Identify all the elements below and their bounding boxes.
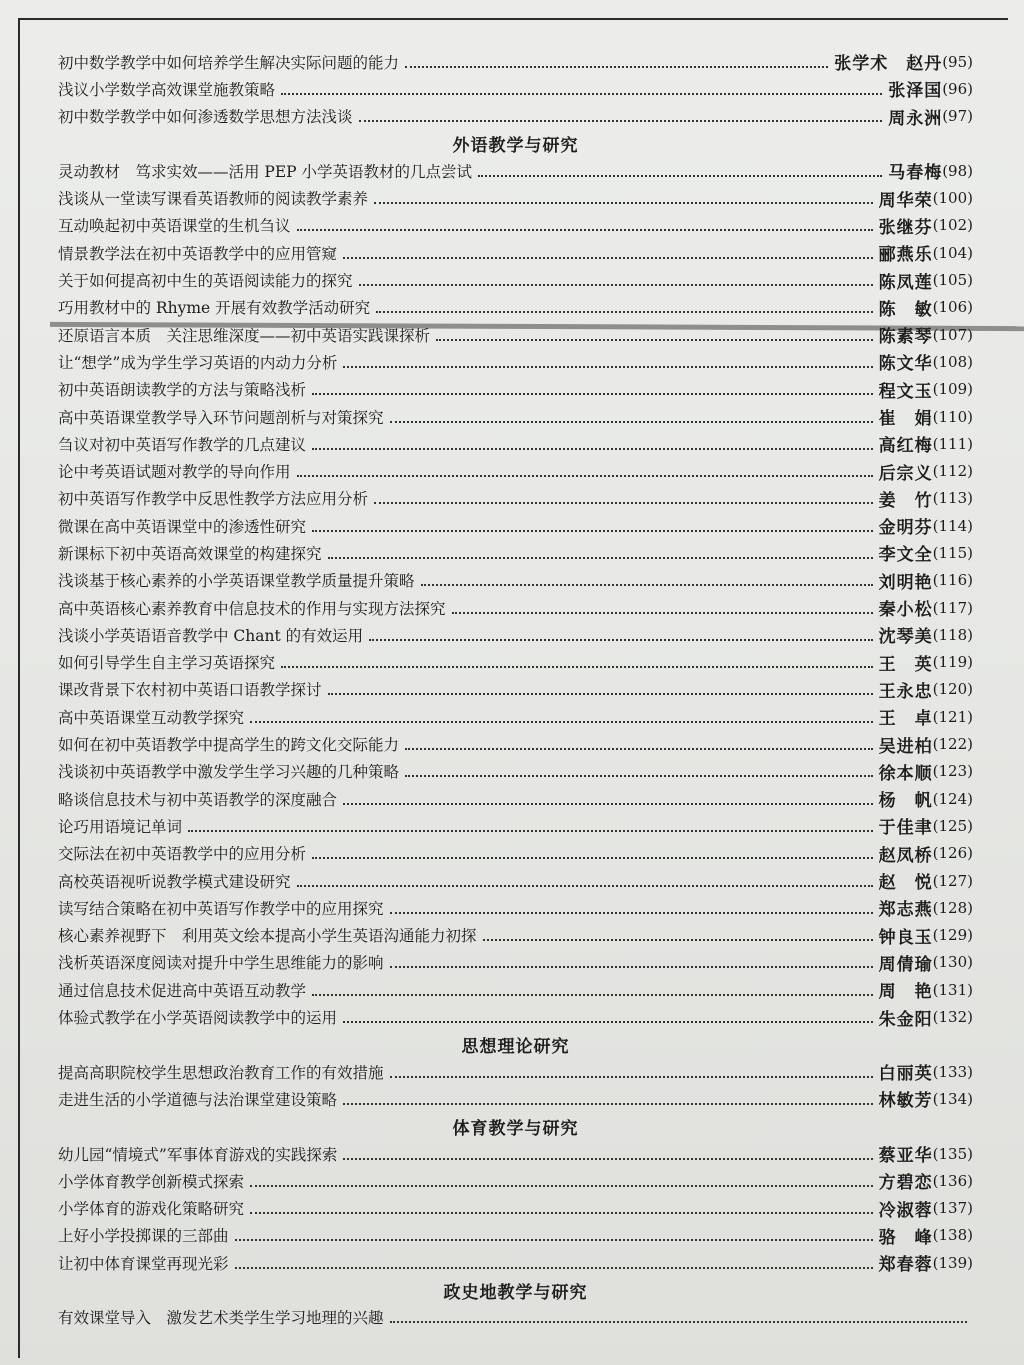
entry-page-number: (130) — [932, 953, 973, 972]
dot-leader — [421, 584, 873, 586]
dot-leader — [436, 339, 873, 341]
entry-page-number: (109) — [932, 380, 973, 399]
entry-page-number: (116) — [932, 571, 973, 590]
dot-leader — [374, 502, 873, 504]
entry-title: 读写结合策略在初中英语写作教学中的应用探究 — [58, 899, 384, 918]
toc-entry — [58, 785, 973, 812]
entry-title: 浅谈基于核心素养的小学英语课堂教学质量提升策略 — [58, 572, 415, 591]
toc-entry — [58, 212, 973, 239]
entry-author: 张学术 赵丹 — [834, 54, 943, 75]
entry-page-number: (102) — [932, 216, 973, 235]
entry-author: 陈文华 — [878, 354, 933, 375]
toc-entry — [58, 976, 973, 1003]
entry-page-number: (133) — [932, 1062, 973, 1081]
entry-page-number: (112) — [932, 462, 973, 481]
entry-title: 如何引导学生自主学习英语探究 — [58, 654, 276, 673]
dot-leader — [328, 557, 873, 559]
entry-title: 略谈信息技术与初中英语教学的深度融合 — [58, 790, 338, 809]
dot-leader — [405, 748, 873, 750]
toc-entry — [58, 1222, 973, 1249]
toc-entry — [58, 812, 973, 839]
dot-leader — [405, 775, 873, 777]
entry-title: 初中英语写作教学中反思性教学方法应用分析 — [58, 490, 369, 509]
entry-author: 刘明艳 — [878, 572, 933, 593]
entry-title: 初中英语朗读教学的方法与策略浅析 — [58, 381, 307, 400]
entry-page-number: (111) — [932, 434, 973, 453]
dot-leader — [312, 393, 873, 395]
dot-leader — [343, 1158, 872, 1160]
entry-author: 周倩瑜 — [878, 954, 933, 975]
entry-page-number: (121) — [932, 707, 973, 726]
entry-author: 徐本顺 — [878, 763, 933, 784]
entry-author: 周永洲 — [888, 108, 943, 129]
entry-title: 通过信息技术促进高中英语互动教学 — [58, 981, 307, 1000]
entry-author: 陈 敏 — [878, 299, 933, 320]
toc-entry — [58, 430, 973, 457]
entry-page-number: (113) — [932, 489, 973, 508]
entry-author: 杨 帆 — [878, 791, 933, 812]
entry-author: 于佳聿 — [878, 818, 933, 839]
entry-page-number: (105) — [932, 271, 973, 290]
toc-entry — [58, 266, 973, 293]
dot-leader — [250, 1185, 873, 1187]
table-of-contents — [58, 48, 973, 1331]
toc-entry — [58, 321, 973, 348]
dot-leader — [374, 202, 873, 204]
entry-title: 幼儿园“情境式”军事体育游戏的实践探索 — [58, 1145, 338, 1164]
entry-author: 周华荣 — [878, 190, 933, 211]
dot-leader — [297, 885, 873, 887]
entry-author: 王永忠 — [878, 681, 933, 702]
toc-entry — [58, 103, 973, 130]
entry-author: 白丽英 — [878, 1064, 933, 1085]
entry-page-number: (124) — [932, 789, 973, 808]
entry-author: 后宗义 — [878, 463, 933, 484]
entry-page-number: (117) — [932, 598, 973, 617]
toc-entry — [58, 348, 973, 375]
entry-author: 秦小松 — [878, 600, 933, 621]
entry-page-number: (137) — [932, 1199, 973, 1218]
entry-author: 郑志燕 — [878, 900, 933, 921]
toc-entry — [58, 703, 973, 730]
entry-author: 冷淑蓉 — [878, 1200, 933, 1221]
entry-title: 互动唤起初中英语课堂的生机刍议 — [58, 217, 291, 236]
entry-author: 陈凤莲 — [878, 272, 933, 293]
entry-page-number: (131) — [932, 980, 973, 999]
entry-title: 小学体育的游戏化策略研究 — [58, 1200, 245, 1219]
dot-leader — [343, 1103, 873, 1105]
toc-entry — [58, 1249, 973, 1276]
toc-entry — [58, 867, 973, 894]
entry-title: 走进生活的小学道德与法治课堂建设策略 — [58, 1090, 338, 1109]
dot-leader — [281, 93, 882, 95]
entry-title: 关于如何提高初中生的英语阅读能力的探究 — [58, 272, 353, 291]
toc-entry — [58, 649, 973, 676]
entry-author: 林敏芳 — [878, 1091, 933, 1112]
entry-title: 让“想学”成为学生学习英语的内动力分析 — [58, 353, 338, 372]
dot-leader — [328, 693, 873, 695]
entry-author: 赵 悦 — [878, 873, 933, 894]
toc-entry — [58, 294, 973, 321]
dot-leader — [390, 966, 873, 968]
toc-entry — [58, 157, 973, 184]
entry-author: 王 英 — [878, 654, 933, 675]
entry-title: 情景教学法在初中英语教学中的应用管窥 — [58, 244, 338, 263]
entry-author: 高红梅 — [878, 436, 933, 457]
toc-entry — [58, 403, 973, 430]
section-heading: 外语教学与研究 — [452, 136, 579, 157]
entry-author: 姜 竹 — [878, 490, 933, 511]
toc-entry — [58, 1194, 973, 1221]
entry-author: 崔 娟 — [878, 409, 933, 429]
entry-author: 骆 峰 — [878, 1227, 933, 1248]
toc-entry — [58, 48, 973, 75]
toc-entry — [58, 594, 973, 621]
entry-title: 高中英语核心素养教育中信息技术的作用与实现方法探究 — [58, 599, 446, 618]
entry-title: 新课标下初中英语高效课堂的构建探究 — [58, 544, 322, 563]
toc-entry — [58, 376, 973, 403]
entry-page-number: (118) — [932, 625, 973, 644]
entry-author: 张继芬 — [878, 217, 933, 238]
dot-leader — [297, 475, 873, 477]
entry-author: 马春梅 — [888, 163, 943, 184]
entry-author: 金明芬 — [878, 518, 933, 539]
dot-leader — [452, 612, 873, 614]
toc-entry — [58, 949, 973, 976]
entry-page-number: (110) — [932, 407, 973, 426]
toc-entry — [58, 1058, 973, 1085]
dot-leader — [250, 1212, 873, 1214]
section-heading: 政史地教学与研究 — [443, 1282, 588, 1303]
entry-title: 初中数学教学中如何渗透数学思想方法浅谈 — [58, 108, 353, 127]
entry-title: 浅谈小学英语语音教学中 Chant 的有效运用 — [58, 626, 364, 645]
page-border-top — [18, 18, 1008, 20]
toc-entry — [58, 840, 973, 867]
dot-leader — [483, 939, 873, 941]
dot-leader — [478, 175, 882, 177]
entry-author: 周 艳 — [878, 982, 933, 1003]
dot-leader — [312, 448, 873, 450]
entry-page-number: (96) — [942, 79, 973, 98]
dot-leader — [390, 1321, 967, 1323]
entry-page-number: (106) — [932, 298, 973, 317]
entry-page-number: (95) — [942, 52, 973, 71]
entry-title: 微课在高中英语课堂中的渗透性研究 — [58, 517, 307, 536]
entry-author: 吴进柏 — [878, 736, 933, 757]
entry-page-number: (128) — [932, 898, 973, 917]
toc-entry — [58, 239, 973, 266]
dot-leader — [235, 1239, 873, 1241]
entry-page-number: (119) — [932, 653, 973, 672]
entry-page-number: (115) — [932, 543, 973, 562]
entry-page-number: (125) — [932, 816, 973, 835]
toc-entry — [58, 621, 973, 648]
entry-author: 程文玉 — [878, 381, 933, 402]
dot-leader — [281, 666, 873, 668]
entry-author: 郦燕乐 — [878, 245, 933, 266]
entry-page-number: (108) — [932, 352, 973, 371]
entry-page-number: (104) — [932, 243, 973, 262]
entry-author: 方碧恋 — [878, 1173, 933, 1194]
entry-title: 灵动教材 笃求实效——活用 PEP 小学英语教材的几点尝试 — [58, 162, 473, 181]
entry-page-number: (126) — [932, 844, 973, 863]
toc-entry — [58, 1140, 973, 1167]
entry-page-number: (120) — [932, 680, 973, 699]
entry-title: 高中英语课堂教学导入环节问题剖析与对策探究 — [58, 408, 384, 427]
entry-page-number: (135) — [932, 1144, 973, 1163]
entry-title: 有效课堂导入 激发艺术类学生学习地理的兴趣 — [58, 1309, 384, 1328]
entry-page-number: (139) — [932, 1253, 973, 1272]
entry-author: 张泽国 — [888, 81, 943, 102]
dot-leader — [312, 857, 873, 859]
dot-leader — [343, 366, 872, 368]
toc-entry — [58, 1304, 973, 1331]
entry-page-number: (100) — [932, 189, 973, 208]
dot-leader — [390, 421, 873, 423]
entry-page-number: (122) — [932, 735, 973, 754]
entry-title: 核心素养视野下 利用英文绘本提高小学生英语沟通能力初探 — [58, 927, 477, 946]
entry-page-number: (132) — [932, 1008, 973, 1027]
dot-leader — [359, 284, 873, 286]
dot-leader — [188, 830, 873, 832]
entry-title: 交际法在初中英语教学中的应用分析 — [58, 845, 307, 864]
entry-title: 小学体育教学创新模式探索 — [58, 1172, 245, 1191]
entry-author: 蔡亚华 — [878, 1146, 933, 1167]
entry-title: 浅析英语深度阅读对提升中学生思维能力的影响 — [58, 954, 384, 973]
toc-entry — [58, 512, 973, 539]
toc-entry — [58, 894, 973, 921]
dot-leader — [390, 1076, 873, 1078]
dot-leader — [376, 311, 873, 313]
entry-page-number: (138) — [932, 1226, 973, 1245]
entry-title: 还原语言本质 关注思维深度——初中英语实践课探析 — [58, 326, 431, 345]
entry-title: 巧用教材中的 Rhyme 开展有效教学活动研究 — [58, 299, 371, 318]
entry-title: 刍议对初中英语写作教学的几点建议 — [58, 435, 307, 454]
entry-page-number: (114) — [932, 516, 973, 535]
dot-leader — [297, 229, 873, 231]
dot-leader — [312, 994, 873, 996]
toc-entry — [58, 485, 973, 512]
toc-entry — [58, 922, 973, 949]
toc-entry — [58, 1003, 973, 1030]
entry-page-number: (129) — [932, 926, 973, 945]
entry-author: 王 卓 — [878, 709, 933, 730]
toc-entry — [58, 567, 973, 594]
section-heading: 思想理论研究 — [461, 1036, 570, 1057]
entry-page-number: (136) — [932, 1171, 973, 1190]
entry-author: 钟良玉 — [878, 927, 933, 948]
dot-leader — [343, 803, 873, 805]
entry-page-number: (123) — [932, 762, 973, 781]
dot-leader — [312, 530, 873, 532]
dot-leader — [390, 912, 873, 914]
entry-title: 高校英语视听说教学模式建设研究 — [58, 872, 291, 891]
entry-author: 陈素琴 — [878, 327, 933, 348]
toc-entry — [58, 1085, 973, 1112]
entry-author: 朱金阳 — [878, 1009, 933, 1030]
entry-title: 论巧用语境记单词 — [58, 817, 183, 836]
entry-author: 赵凤桥 — [878, 845, 933, 866]
dot-leader — [359, 120, 883, 122]
entry-title: 提高高职院校学生思想政治教育工作的有效措施 — [58, 1063, 384, 1082]
entry-author: 李文全 — [878, 545, 933, 566]
entry-page-number: (107) — [932, 325, 973, 344]
entry-page-number: (97) — [942, 107, 973, 126]
entry-page-number: (127) — [932, 871, 973, 890]
page-border-left — [18, 18, 20, 1358]
dot-leader — [250, 721, 873, 723]
entry-title: 初中数学教学中如何培养学生解决实际问题的能力 — [58, 53, 400, 72]
toc-entry — [58, 730, 973, 757]
toc-entry — [58, 539, 973, 566]
toc-entry — [58, 457, 973, 484]
entry-title: 高中英语课堂互动教学探究 — [58, 708, 245, 727]
toc-entry — [58, 758, 973, 785]
entry-title: 体验式教学在小学英语阅读教学中的运用 — [58, 1009, 338, 1028]
entry-title: 论中考英语试题对教学的导向作用 — [58, 463, 291, 482]
entry-title: 如何在初中英语教学中提高学生的跨文化交际能力 — [58, 736, 400, 755]
entry-title: 浅谈从一堂读写课看英语教师的阅读教学素养 — [58, 190, 369, 209]
dot-leader — [343, 257, 873, 259]
dot-leader — [405, 66, 828, 68]
toc-entry — [58, 75, 973, 102]
entry-title: 课改背景下农村初中英语口语教学探讨 — [58, 681, 322, 700]
entry-title: 浅谈初中英语教学中激发学生学习兴趣的几种策略 — [58, 763, 400, 782]
dot-leader — [235, 1267, 873, 1269]
dot-leader — [369, 639, 873, 641]
entry-title: 浅议小学数学高效课堂施教策略 — [58, 80, 276, 99]
toc-entry — [58, 1167, 973, 1194]
section-heading: 体育教学与研究 — [452, 1118, 579, 1139]
entry-page-number: (98) — [942, 161, 973, 180]
entry-author: 沈琴美 — [878, 627, 933, 648]
dot-leader — [343, 1021, 873, 1023]
entry-title: 上好小学投掷课的三部曲 — [58, 1227, 229, 1246]
toc-entry — [58, 184, 973, 211]
entry-author: 郑春蓉 — [878, 1255, 933, 1276]
entry-title: 让初中体育课堂再现光彩 — [58, 1254, 229, 1273]
entry-page-number: (134) — [932, 1089, 973, 1108]
toc-entry — [58, 676, 973, 703]
